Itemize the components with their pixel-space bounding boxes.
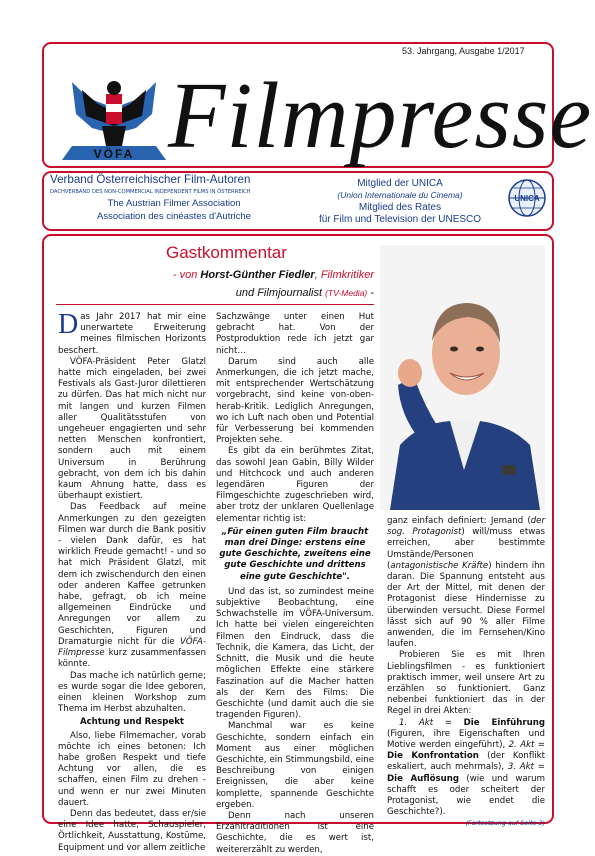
article-column-2: Sachzwänge unter einen Hut gebracht hat. Von der Postproduktion rede ich jetzt gar nicht… Darum sind auch alle Anmerkungen, die ich jetzt mache, mit entsprechender Wertschätzung vorgebracht, sind keine von-oben-herab-Kritik. Lediglich Anregungen, wo ich Luft nach oben und Potential für Verbesserung bei kommenden Projekten sehe. Es gibt da ein berühmtes Zitat, das sowohl Jean Gabin, Billy Wilder und Hitchcock und auch anderen legendären Figuren der Filmgeschichte zugeschrieben wird, aber trotz der unklaren Quellenlage elementar richtig ist: „Für einen guten Film braucht man drei Dinge: erstens eine gute Geschichte, zweitens eine gute Geschichte und drittens eine gute Geschichte". Und das ist, so zumindest meine subjektive Beobachtung, eine Schwachstelle im VÖFA-Universum. Ich hatte bei vielen eingereichten Filmen den Eindruck, dass die Technik, die Kamera, das Licht, der Schnitt, die Musik und die heute möglichen Effekte eine stärkere Faszination auf die Macher hatten als der Kern des Films: Die Geschichte (und damit auch die sie tragenden Figuren). Manchmal war es keine Geschichte, sondern einfach ein Moment aus einer möglichen Geschichte, ein Stimmungsbild, eine Beschreibung von einigen Ereignissen, die aber keine komplette, spannende Geschichte ergeben. Denn nach unseren Erzähltraditionen ist eine Geschichte, die es wert ist, weitererzählt zu werden, bbox=[216, 312, 374, 855]
drop-cap: D bbox=[58, 309, 79, 340]
unica-member-line: Mitglied der UNICA bbox=[357, 178, 443, 189]
unesco-council-line: für Film und Television der UNESCO bbox=[318, 214, 482, 225]
unica-fullname-line: (Union Internationale du Cinema) bbox=[337, 190, 463, 200]
association-name: Verband Österreichischer Film-Autoren bbox=[50, 173, 251, 186]
masthead-title: Filmpresse bbox=[168, 64, 593, 168]
association-subtitle: DACHVERBAND DES NON-COMMERCIAL INDEPENDENT FILMS IN ÖSTERREICH bbox=[50, 189, 251, 195]
pull-quote: „Für einen guten Film braucht man drei Dinge: erstens eine gute Geschichte, zweitens eine gute Geschichte und drittens eine gute Geschichte". bbox=[219, 526, 371, 582]
association-english: The Austrian Filmer Association bbox=[107, 198, 241, 209]
article-byline: - von Horst-Günther Fiedler, Filmkritiker und Filmjournalist (TV-Media) - bbox=[172, 269, 374, 299]
article-column-1: Das Jahr 2017 hat mir eine unerwartete Erweiterung meines filmischen Horizonts beschert. VÖFA-Präsident Peter Glatzl hatte mich eingeladen, bei zwei Festivals als Gast-Juror dilettieren zu dürfen. Das hat mich nicht nur mit langen und kurzen Filmen aller Qualitätsstufen von ungeheuer engagierten und sehr netten Menschen konfrontiert, sondern auch mit einem Universum in Berührung gebracht, von dem ich bis dahin kaum Ahnung hatte, dass es überhaupt existiert. Das Feedback auf meine Anmerkungen zu den gezeigten Filmen war durch die Bank positiv - vielen Dank dafür, es hat wirklich Freude gemacht! - und so hat mich Präsident Glatzl, mit dem ich zwischendurch den einen oder anderen Kaffee getrunken habe, gefragt, ob ich meine allgemeinen Eindrücke und Anregungen vor allem zu Geschichten, Figuren und Dramaturgie nicht für die VÖFA-Filmpresse kurz zusammenfassen könnte. Das mache ich natürlich gerne; es wurde sogar die Idee geboren, einen kleinen Workshop zum Thema im Herbst abzuhalten. Achtung und Respekt Also, liebe Filmemacher, vorab möchte ich eines betonen: Ich habe großen Respekt und tiefe Achtung vor allen, die es schaffen, einen Film zu drehen - und wenn er nur zwei Minuten dauert. Denn das bedeutet, dass er/sie eine Idee hatte, Schauspieler, Örtlichkeit, Ausstattung, Kostüme, Equipment und vor allem zeitliche bbox=[58, 309, 206, 853]
voefa-eagle-logo bbox=[58, 64, 170, 164]
association-french: Association des cinéastes d'Autriche bbox=[97, 211, 251, 222]
title-divider bbox=[56, 304, 374, 305]
article-title: Gastkommentar bbox=[166, 243, 287, 262]
unica-globe-logo bbox=[505, 174, 549, 228]
issue-label: 53. Jahrgang, Ausgabe 1/2017 bbox=[402, 46, 525, 56]
unica-logo-lettering: UNICA bbox=[514, 194, 540, 203]
continued-note: (Fortsetzung auf Seite 3) bbox=[465, 819, 545, 828]
author-portrait-photo bbox=[380, 245, 545, 510]
unesco-member-line: Mitglied des Rates bbox=[358, 202, 442, 213]
article-column-3: ganz einfach definiert: Jemand (der sog. Protagonist) will/muss etwas erreichen, aber bestimmte Umstände/Personen (antagonistische Kräfte) hindern ihn daran. Die Spannung entsteht aus der Art der Mittel, mit denen der Protagonist diese Hindernisse zu überwinden versucht. Diese Formel lässt sich auf 90 % aller Filme anwenden, die im Fernsehen/Kino laufen. Probieren Sie es mit Ihren Lieblingsfilmen - es funktioniert praktisch immer, weil unsere Art zu erzählen so funktioniert. Ganz nebenbei funktioniert das in der Regel in drei Akten: 1. Akt = Die Einführung (Figuren, ihre Eigenschaften und Motive werden eingeführt), 2. Akt = Die Konfrontation (der Konflikt eskaliert, auch mehrmals), 3. Akt = Die Auflösung (wie und warum schafft es oder scheitert der Protagonist, wie endet die Geschichte?). (Fortsetzung auf Seite 3) bbox=[387, 516, 545, 830]
logo-lettering: VÖFA bbox=[93, 147, 135, 161]
subheading: Achtung und Respekt bbox=[79, 717, 185, 728]
author-name: Horst-Günther Fiedler bbox=[200, 269, 315, 281]
